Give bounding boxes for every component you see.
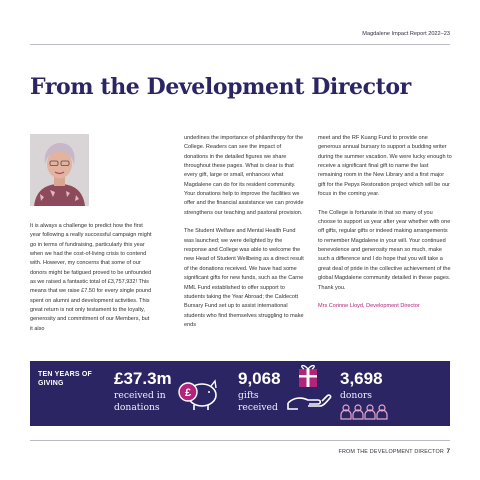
body-column-1: [30, 222, 152, 343]
footer-section-label: FROM THE DEVELOPMENT DIRECTOR: [338, 449, 444, 455]
stat-value-gifts: 9,068: [238, 369, 281, 388]
paragraph: The Student Welfare and Mental Health Fund was launched; we were delighted by the response and College was able to welcome the new Head of Student Wellbeing as a direct result of the donations received. We have had some significant gifts for new funds, such as the Carne MML Fund established to offer support to students taking the Year Abroad; the Caldecott Bursary Fund set up to assist international students who find themselves struggling to make ends: [184, 228, 304, 328]
body-column-2: [184, 134, 306, 340]
director-portrait: [30, 134, 89, 206]
stat-caption-donations-1: received in: [114, 390, 166, 401]
stat-caption-gifts-1: gifts: [238, 390, 259, 401]
stat-caption-gifts-2: received: [238, 402, 278, 413]
page-title: From the Development Director: [30, 74, 411, 100]
giving-stats-band: [30, 361, 450, 426]
svg-text:£: £: [184, 387, 192, 399]
paragraph: underlines the importance of philanthropy for the College. Readers can see the impact of donations in the detailed figures we share throughout these pages. What is clear is that every gift, large or small, enhances what Magdalene can do for its resident community. Your donations help to improve the facilities we offer and the financial assistance we can provide strengthens our teaching and pastoral provision.: [184, 135, 304, 216]
people-group-icon: [340, 404, 390, 425]
footer-divider: [30, 440, 450, 441]
body-column-3: [318, 134, 452, 321]
paragraph: The College is fortunate in that so many of you choose to support us year after year whether with one off gifts, regular gifts or indeed making arrangements to remember Magdalene in your will. Your continued benevolence and generosity mean so much, make such a difference and I do hope that you will take a great deal of pride in the collective achievement of the global Magdalene community detailed in these pages. Thank you.: [318, 209, 451, 291]
stats-label: TEN YEARS OF GIVING: [38, 371, 93, 387]
piggy-bank-icon: [176, 377, 220, 418]
header-divider: [30, 44, 450, 45]
paragraph: It is always a challenge to predict how the first year following a really successful campaign might go in terms of fundraising, particularly this year when we had the cost-of-living crisis to contend with. However, my concerns that some of our donors might be fatigued proved to be unfounded as we raised a fantastic total of £3,757,932! This means that we raise £7.50 for every single pound spent on alumni and development activities. This great return is not only testament to the loyalty, generosity and commitment of our Members, but it also: [30, 223, 152, 332]
page-number: 7: [446, 448, 450, 455]
gift-in-hand-icon: [282, 363, 334, 420]
stat-value-donations: £37.3m: [114, 369, 172, 388]
signature: Mrs Corinne Lloyd, Development Director: [318, 303, 420, 310]
paragraph: meet and the RF Kuang Fund to provide one generous annual bursary to support a budding writer during the summer vacation. We were lucky enough to receive a significant final gift to name the last remaining room in the New Library and a first major gift for the Pepys Restoration project which will be our focus in the coming year.: [318, 135, 452, 198]
report-title: Magdalene Impact Report 2022–23: [362, 31, 450, 37]
stat-caption-donations-2: donations: [114, 402, 160, 413]
stat-value-donors: 3,698: [340, 369, 383, 388]
stat-caption-donors: donors: [340, 390, 372, 401]
